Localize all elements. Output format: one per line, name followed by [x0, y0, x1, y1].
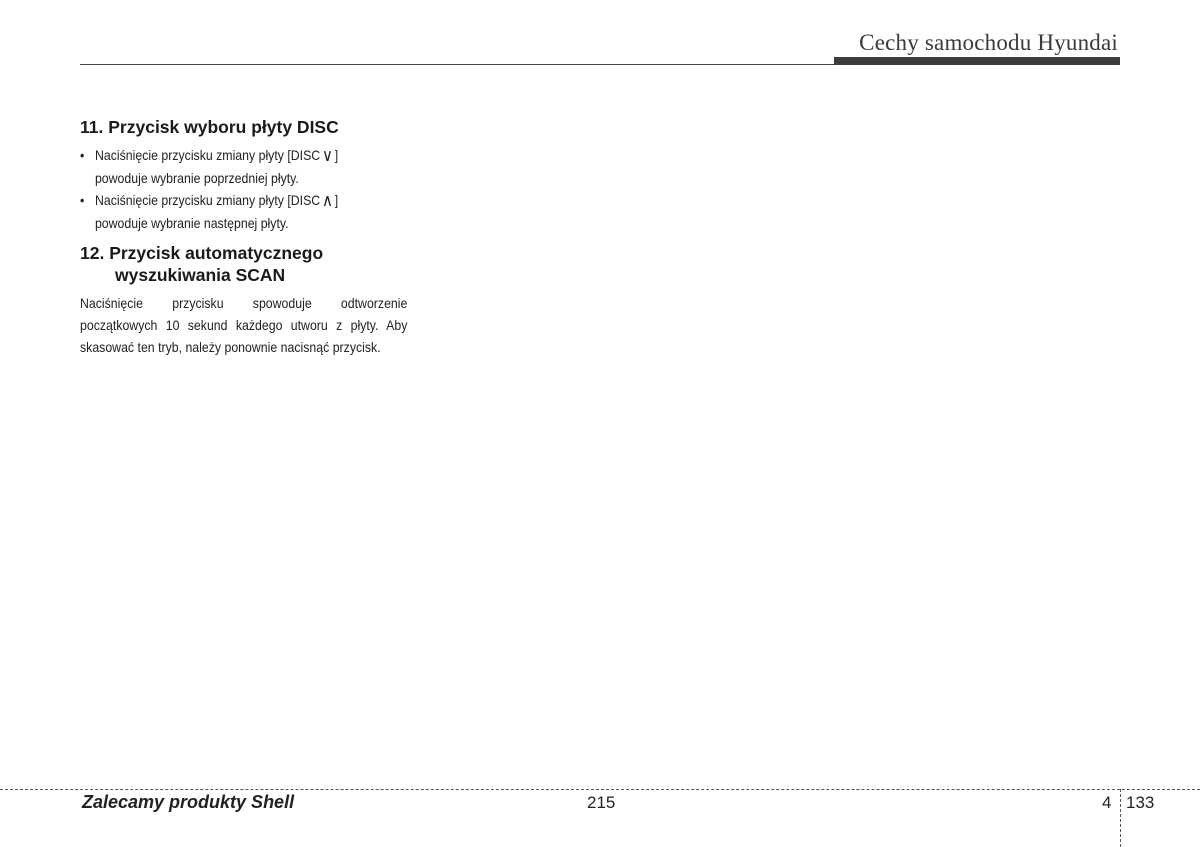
bullet-previous-disc-bracket: ] [334, 147, 339, 163]
bullet-previous-disc-continuation: powoduje wybranie poprzedniej płyty. [94, 170, 299, 186]
bullet-next-disc-bracket: ] [334, 192, 339, 208]
section-11-number: 11. [80, 117, 104, 137]
footer-sheet-number: 215 [587, 793, 616, 812]
section-12-title-line1: Przycisk automatycznego [109, 243, 324, 263]
bullet-previous-disc-text: Naciśnięcie przycisku zmiany płyty [DISC [94, 147, 321, 163]
page-content [80, 116, 410, 358]
section-12-number: 12. [80, 243, 105, 263]
chevron-up-icon: ∧ [321, 191, 333, 210]
footer-chapter-number: 4 [1102, 793, 1112, 812]
footer-rule [0, 789, 1200, 790]
section-11-bullet-list [80, 144, 410, 234]
section-11-title: Przycisk wyboru płyty DISC [108, 117, 339, 137]
bullet-next-disc-continuation: powoduje wybranie następnej płyty. [94, 215, 289, 231]
footer-vertical-rule [1120, 789, 1121, 847]
header-accent-bar [834, 57, 1120, 65]
section-12-paragraph: Naciśnięcie przycisku spowoduje odtworzenie początkowych 10 sekund każdego utworu z płyty. Aby skasować ten tryb, należy ponownie nacisnąć przycisk. [80, 295, 408, 355]
chevron-down-icon: ∨ [321, 146, 333, 165]
section-12-heading [80, 242, 410, 286]
bullet-dot: • [80, 147, 85, 163]
footer-page-number: 133 [1126, 793, 1155, 812]
footer-promo-text: Zalecamy produkty Shell [82, 792, 295, 812]
bullet-previous-disc [80, 144, 421, 189]
bullet-next-disc-text: Naciśnięcie przycisku zmiany płyty [DISC [94, 192, 321, 208]
section-11-heading [80, 116, 410, 138]
bullet-next-disc [80, 189, 421, 234]
section-12-title-line2: wyszukiwania SCAN [115, 265, 286, 285]
bullet-dot: • [80, 192, 85, 208]
page-header-title: Cechy samochodu Hyundai [859, 30, 1118, 55]
